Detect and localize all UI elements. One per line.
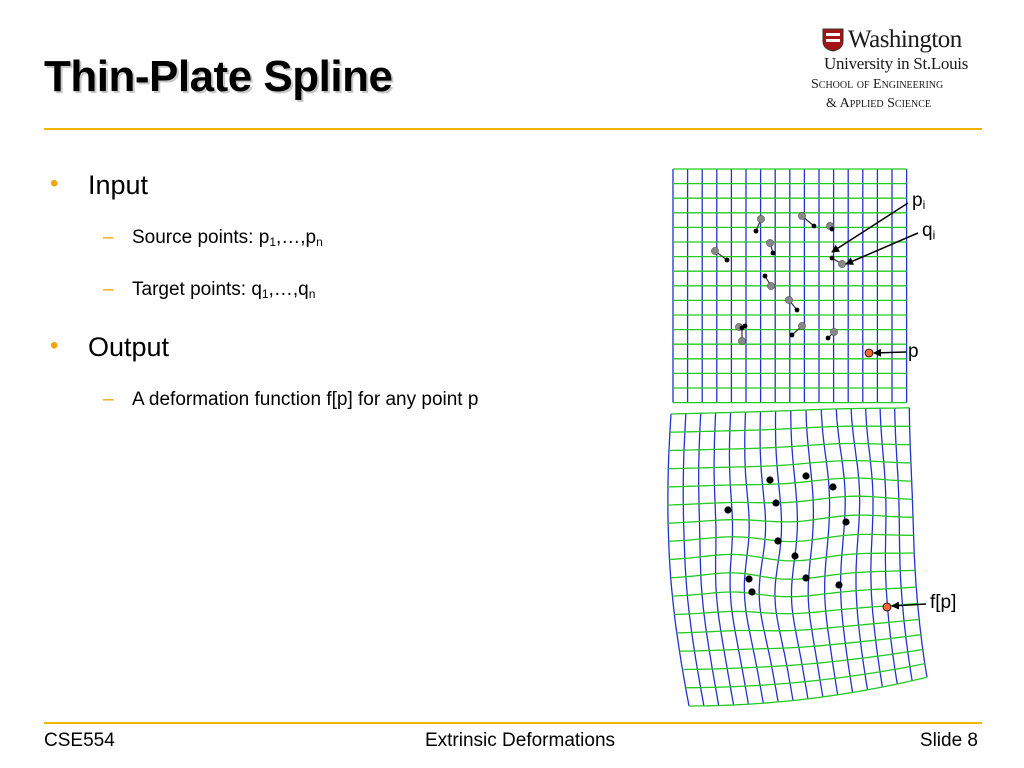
target-point — [738, 337, 745, 344]
source-point — [763, 274, 768, 279]
warped-horizontal-line — [674, 604, 917, 615]
target-point — [838, 260, 845, 267]
target-point — [830, 328, 837, 335]
logo-line-applied-science: & Applied Science — [826, 96, 932, 111]
target-point — [798, 322, 805, 329]
footer-course: CSE554 — [44, 730, 115, 751]
source-point — [771, 251, 776, 256]
label-p: p — [908, 341, 919, 362]
slide-title: Thin-Plate Spline — [44, 52, 393, 101]
footer-divider — [44, 722, 982, 724]
target-points-sub2: n — [308, 287, 316, 301]
source-point — [790, 333, 795, 338]
target-points-prefix: Target points: q — [132, 279, 262, 300]
point-p — [865, 349, 873, 357]
source-grid — [673, 169, 907, 403]
warped-horizontal-line — [672, 587, 916, 597]
logo-line-university: University in St.Louis — [824, 54, 969, 73]
warped-vertical-line — [866, 408, 883, 687]
warped-horizontal-line — [669, 444, 910, 451]
source-point — [830, 227, 835, 232]
source-points-sub2: n — [316, 235, 323, 249]
sub-bullet-dash: – — [103, 389, 114, 410]
warped-horizontal-line — [668, 515, 913, 523]
source-point — [830, 256, 835, 261]
deformed-point — [791, 552, 798, 559]
label-fp: f[p] — [930, 592, 957, 613]
deformed-point — [835, 581, 842, 588]
target-point — [757, 215, 764, 222]
bullet-input-text: Input — [88, 170, 149, 200]
warped-horizontal-line — [680, 635, 921, 652]
warped-vertical-line — [909, 408, 927, 677]
deformed-point — [724, 506, 731, 513]
source-point — [812, 224, 817, 229]
target-point — [785, 296, 792, 303]
sub-bullet-dash: – — [103, 227, 114, 248]
target-points-mid: ,…,q — [268, 279, 309, 300]
target-point — [711, 247, 718, 254]
source-point — [754, 229, 759, 234]
label-qi: $q_i$ — [922, 220, 936, 242]
deformation-text: A deformation function f[p] for any point p — [132, 389, 479, 410]
footer-topic: Extrinsic Deformations — [424, 730, 616, 751]
target-points-sub1: 1 — [261, 287, 269, 301]
deformed-point — [829, 483, 836, 490]
warped-vertical-line — [821, 409, 838, 694]
source-point — [740, 326, 745, 331]
p-arrow — [874, 352, 906, 353]
deformed-point — [802, 574, 809, 581]
target-point — [767, 282, 774, 289]
bullet-output-text: Output — [88, 332, 170, 362]
point-fp — [883, 603, 891, 611]
source-point — [725, 258, 730, 263]
warped-vertical-line — [759, 412, 778, 702]
deformed-point — [842, 518, 849, 525]
sub-bullet-dash: – — [103, 279, 114, 300]
warped-horizontal-line — [677, 619, 919, 633]
warped-vertical-line — [851, 409, 867, 690]
bullet-dot: • — [50, 332, 59, 359]
deformed-point — [772, 499, 779, 506]
warped-vertical-line — [729, 413, 748, 705]
deformed-point — [766, 476, 773, 483]
warped-vertical-line — [806, 410, 823, 697]
deformed-point — [748, 588, 755, 595]
warped-horizontal-line — [670, 426, 910, 432]
logo-line-school: School of Engineering — [811, 77, 944, 92]
source-point — [826, 336, 831, 341]
warped-horizontal-line — [668, 496, 913, 505]
deformed-point — [774, 537, 781, 544]
warped-vertical-line — [836, 409, 852, 693]
target-point — [798, 212, 805, 219]
source-points-prefix: Source points: p — [132, 227, 270, 248]
source-points-sub1: 1 — [269, 235, 276, 249]
footer-slide-number: Slide 8 — [919, 730, 978, 751]
label-pi: $p_i$ — [912, 190, 926, 212]
source-points-mid: ,…,p — [276, 227, 317, 248]
warped-horizontal-line — [668, 461, 911, 469]
deformed-point — [802, 472, 809, 479]
fp-arrow — [892, 604, 926, 606]
bullet-dot: • — [50, 170, 59, 197]
target-point — [766, 239, 773, 246]
source-point — [795, 308, 800, 313]
warped-vertical-line — [895, 408, 912, 681]
warped-horizontal-line — [668, 478, 912, 487]
logo-line-washington: Washington — [848, 26, 962, 53]
warped-vertical-line — [775, 411, 793, 700]
warped-vertical-line — [880, 408, 897, 684]
warped-horizontal-line — [669, 534, 914, 541]
deformed-point — [745, 575, 752, 582]
